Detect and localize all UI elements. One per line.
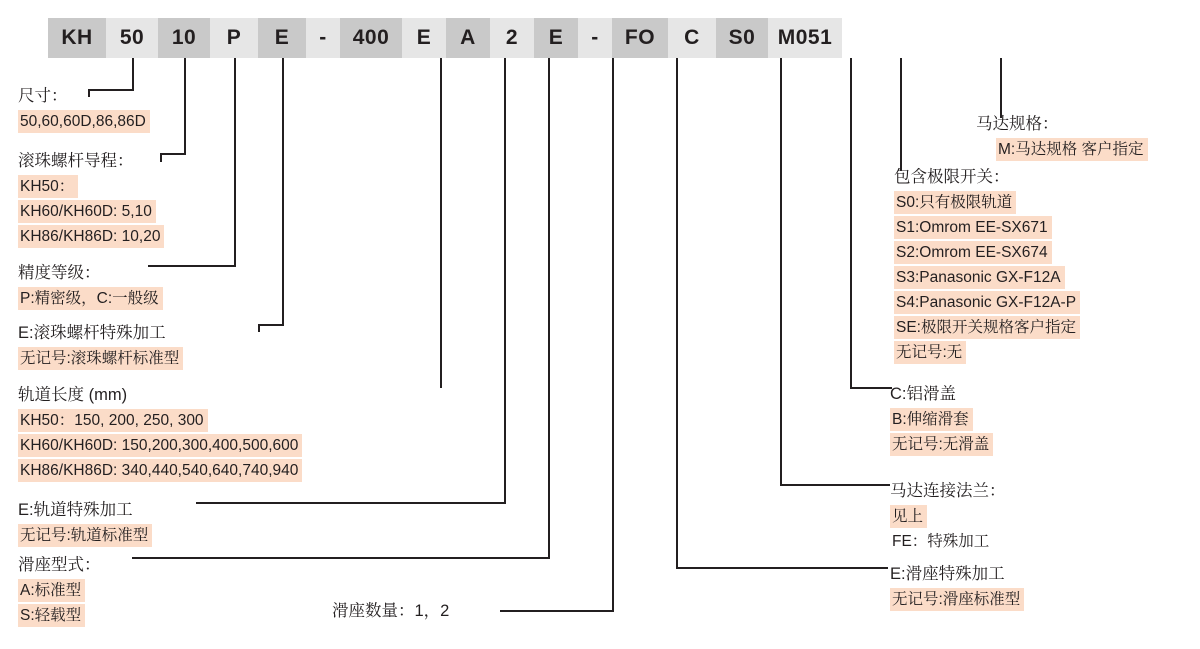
- leader-screw-horizontal: [258, 324, 284, 326]
- annotation-limitswitch-title: 包含极限开关：: [894, 168, 1010, 186]
- annotation-slidertype-title: 滑座型式：: [18, 556, 101, 574]
- annotation-size: [18, 85, 150, 135]
- annotation-cover-value-0: B:伸缩滑套: [890, 408, 973, 431]
- annotation-cover: [890, 383, 993, 458]
- annotation-limitswitch-row-6: [894, 341, 1080, 366]
- annotation-screw-value: 无记号:滚珠螺杆标准型: [18, 347, 183, 370]
- leader-screw-drop: [258, 324, 260, 332]
- code-cell-size: 50: [106, 18, 158, 58]
- annotation-limitswitch-row-1: [894, 216, 1080, 241]
- code-cell-slider-count: 2: [490, 18, 534, 58]
- annotation-screw-special: [18, 322, 183, 372]
- annotation-railspecial-value: 无记号:轨道标准型: [18, 524, 152, 547]
- annotation-lead-row-0: [18, 175, 164, 200]
- annotation-motorflange-title: 马达连接法兰：: [890, 482, 1006, 500]
- annotation-raillength-value-1: KH60/KH60D: 150,200,300,400,500,600: [18, 434, 302, 457]
- leader-cover-horizontal: [850, 387, 892, 389]
- annotation-railspecial-row-0: [18, 524, 152, 549]
- annotation-motorflange-row-1: [890, 530, 1006, 553]
- code-cell-dash-1: -: [306, 18, 340, 58]
- code-cell-lead: 10: [158, 18, 210, 58]
- annotation-slidercount-title: 滑座数量：1，2: [332, 602, 450, 620]
- annotation-limitswitch-value-3: S3:Panasonic GX-F12A: [894, 266, 1065, 289]
- product-code-strip: [48, 18, 842, 58]
- annotation-slidertype-row-1: [18, 604, 101, 629]
- annotation-slider-special: [890, 563, 1024, 613]
- annotation-lead-value-0: KH50：: [18, 175, 78, 198]
- code-cell-limit-switch: S0: [716, 18, 768, 58]
- code-cell-slider-special: E: [534, 18, 578, 58]
- annotation-limitswitch-value-6: 无记号:无: [894, 341, 966, 364]
- annotation-accuracy-value: P:精密级，C:一般级: [18, 287, 163, 310]
- annotation-limitswitch-row-4: [894, 291, 1080, 316]
- annotation-ball-screw-lead: [18, 150, 164, 250]
- annotation-slidertype-value-0: A:标准型: [18, 579, 85, 602]
- annotation-limit-switch: [894, 166, 1080, 366]
- leader-sliderspecial-horizontal: [676, 567, 888, 569]
- annotation-lead-title: 滚珠螺杆导程：: [18, 152, 134, 170]
- annotation-limitswitch-row-3: [894, 266, 1080, 291]
- leader-screw-vertical: [282, 58, 284, 325]
- code-cell-rail-length: 400: [340, 18, 402, 58]
- leader-slidercount-vertical: [612, 58, 614, 611]
- annotation-size-value: 50,60,60D,86,86D: [18, 110, 150, 133]
- annotation-accuracy-title: 精度等级：: [18, 264, 101, 282]
- leader-railspecial-horizontal: [196, 502, 506, 504]
- annotation-cover-value-1: 无记号:无滑盖: [890, 433, 993, 456]
- annotation-motorspec-title: 马达规格：: [976, 115, 1059, 133]
- leader-lead-vertical: [184, 58, 186, 154]
- annotation-cover-title: C:铝滑盖: [890, 385, 956, 403]
- annotation-lead-value-2: KH86/KH86D: 10,20: [18, 225, 164, 248]
- annotation-lead-value-1: KH60/KH60D: 5,10: [18, 200, 156, 223]
- annotation-slider-count: [332, 600, 449, 625]
- annotation-raillength-row-0: [18, 409, 302, 434]
- code-cell-screw-special: E: [258, 18, 306, 58]
- leader-motorflange-horizontal: [780, 484, 890, 486]
- annotation-slidertype-value-1: S:轻载型: [18, 604, 85, 627]
- leader-raillength-vertical: [440, 58, 442, 388]
- annotation-lead-row-1: [18, 200, 164, 225]
- leader-limitswitch-vertical: [900, 58, 902, 171]
- leader-motorspec-vertical: [1000, 58, 1002, 118]
- annotation-motorspec-value: M:马达规格 客户指定: [996, 138, 1148, 161]
- code-cell-motor-flange: FO: [612, 18, 668, 58]
- annotation-motor-flange: [890, 480, 1006, 553]
- annotation-raillength-row-1: [18, 434, 302, 459]
- annotation-rail-length: [18, 384, 302, 484]
- annotation-raillength-value-0: KH50：150, 200, 250, 300: [18, 409, 208, 432]
- annotation-limitswitch-value-5: SE:极限开关规格客户指定: [894, 316, 1080, 339]
- annotation-motorflange-row-0: [890, 505, 1006, 530]
- leader-accuracy-vertical: [234, 58, 236, 266]
- code-cell-accuracy: P: [210, 18, 258, 58]
- leader-motorflange-vertical: [780, 58, 782, 485]
- code-cell-dash-2: -: [578, 18, 612, 58]
- leader-slidercount-horizontal: [500, 610, 614, 612]
- annotation-sliderspecial-title: E:滑座特殊加工: [890, 565, 1005, 583]
- annotation-lead-row-2: [18, 225, 164, 250]
- annotation-motorspec-row-0: [976, 138, 1148, 163]
- annotation-size-row-0: [18, 110, 150, 135]
- annotation-cover-row-1: [890, 433, 993, 458]
- annotation-screw-row-0: [18, 347, 183, 372]
- annotation-motor-spec: [976, 113, 1148, 163]
- annotation-limitswitch-value-2: S2:Omrom EE-SX674: [894, 241, 1052, 264]
- code-cell-slider-type: A: [446, 18, 490, 58]
- annotation-sliderspecial-value: 无记号:滑座标准型: [890, 588, 1024, 611]
- leader-slidertype-horizontal: [132, 557, 550, 559]
- annotation-limitswitch-row-0: [894, 191, 1080, 216]
- annotation-raillength-row-2: [18, 459, 302, 484]
- leader-cover-vertical: [850, 58, 852, 388]
- annotation-limitswitch-row-5: [894, 316, 1080, 341]
- annotation-raillength-title: 轨道长度 (mm): [18, 386, 128, 404]
- leader-sliderspecial-vertical: [676, 58, 678, 568]
- annotation-limitswitch-row-2: [894, 241, 1080, 266]
- code-cell-motor-spec: M051: [768, 18, 842, 58]
- annotation-accuracy-grade: [18, 262, 163, 312]
- annotation-limitswitch-value-4: S4:Panasonic GX-F12A-P: [894, 291, 1080, 314]
- code-cell-rail-special: E: [402, 18, 446, 58]
- code-cell-series: KH: [48, 18, 106, 58]
- annotation-limitswitch-value-1: S1:Omrom EE-SX671: [894, 216, 1052, 239]
- annotation-limitswitch-value-0: S0:只有极限轨道: [894, 191, 1016, 214]
- leader-slidertype-vertical: [548, 58, 550, 558]
- annotation-raillength-value-2: KH86/KH86D: 340,440,540,640,740,940: [18, 459, 302, 482]
- annotation-sliderspecial-row-0: [890, 588, 1024, 613]
- annotation-motorflange-value-1: FE：特殊加工: [892, 533, 990, 550]
- annotation-slider-type: [18, 554, 101, 629]
- annotation-motorflange-value-0: 见上: [890, 505, 927, 528]
- annotation-accuracy-row-0: [18, 287, 163, 312]
- leader-railspecial-vertical: [504, 58, 506, 503]
- annotation-cover-row-0: [890, 408, 993, 433]
- annotation-size-title: 尺寸：: [18, 87, 68, 105]
- annotation-rail-special: [18, 499, 152, 549]
- annotation-screw-title: E:滚珠螺杆特殊加工: [18, 324, 166, 342]
- code-cell-cover: C: [668, 18, 716, 58]
- annotation-railspecial-title: E:轨道特殊加工: [18, 501, 133, 519]
- annotation-slidertype-row-0: [18, 579, 101, 604]
